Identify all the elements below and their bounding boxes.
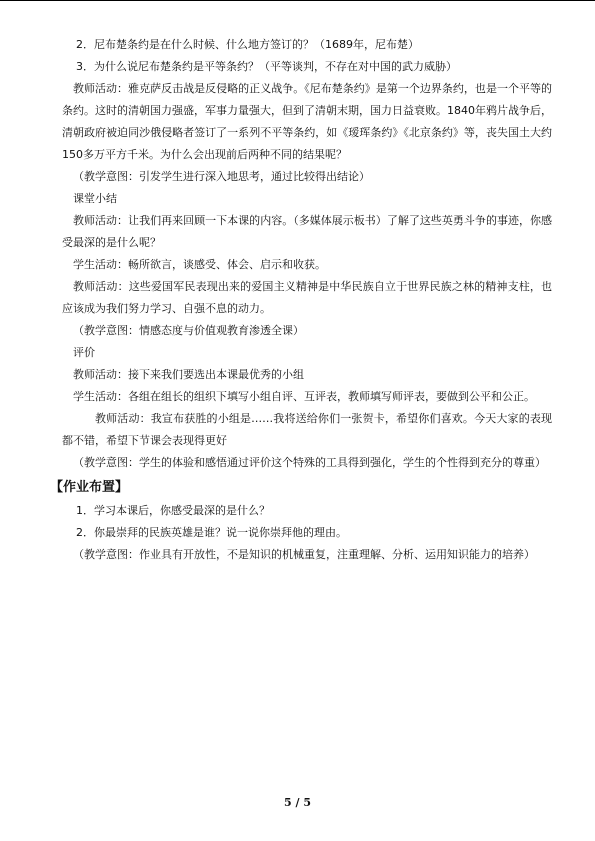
student-activity-paragraph: 学生活动：各组在组长的组织下填写小组自评、互评表，教师填写师评表，要做到公平和公正。 — [73, 390, 535, 403]
teaching-intent: （教学意图：引发学生进行深入地思考，通过比较得出结论） — [73, 170, 370, 183]
teacher-activity-paragraph: 教师活动：雅克萨反击战是反侵略的正义战争。《尼布楚条约》是第一个边界条约，也是一个平等的条约。这时的清朝国力强盛，军事力量强大，但到了清朝末期，国力日益衰败。1840年鸦片战争后，清朝政府被迫同沙俄侵略者签订了一系列不平等条约，如《瑷珲条约》《北京条约》等，丧失国土大约150多万平方千米。为什么会出现前后两种不同的结果呢？ — [62, 82, 552, 161]
teacher-activity-paragraph: 教师活动：接下来我们要选出本课最优秀的小组 — [73, 368, 304, 381]
student-activity-paragraph: 学生活动：畅所欲言，谈感受、体会、启示和收获。 — [73, 258, 326, 271]
document-body — [50, 34, 552, 566]
top-rule — [0, 0, 595, 1]
teaching-intent: （教学意图：作业具有开放性，不是知识的机械重复，注重理解、分析、运用知识能力的培养） — [73, 548, 535, 561]
teacher-activity-paragraph: 教师活动：我宣布获胜的小组是……我将送给你们一张贺卡，希望你们喜欢。今天大家的表现都不错，希望下节课会表现得更好 — [62, 412, 552, 447]
teaching-intent: （教学意图：学生的体验和感悟通过评价这个特殊的工具得到强化，学生的个性得到充分的尊重） — [73, 456, 546, 469]
page-number: 5 / 5 — [284, 796, 311, 809]
section-evaluation-label: 评价 — [73, 346, 95, 359]
teacher-activity-paragraph: 教师活动：让我们再来回顾一下本课的内容。（多媒体展示板书）了解了这些英勇斗争的事迹，你感受最深的是什么呢？ — [62, 214, 552, 249]
question-2: 2．尼布楚条约是在什么时候、什么地方签订的？（1689年，尼布楚） — [76, 38, 419, 51]
teaching-intent: （教学意图：情感态度与价值观教育渗透全课） — [73, 324, 304, 337]
homework-heading: 【作业布置】 — [50, 480, 129, 495]
section-summary-label: 课堂小结 — [73, 192, 117, 205]
question-3: 3．为什么说尼布楚条约是平等条约？（平等谈判，不存在对中国的武力威胁） — [76, 60, 457, 73]
homework-item: 2．你最崇拜的民族英雄是谁？说一说你崇拜他的理由。 — [76, 526, 347, 539]
teacher-activity-paragraph: 教师活动：这些爱国军民表现出来的爱国主义精神是中华民族自立于世界民族之林的精神支柱，也应该成为我们努力学习、自强不息的动力。 — [62, 280, 552, 315]
homework-item: 1．学习本课后，你感受最深的是什么？ — [76, 504, 270, 517]
